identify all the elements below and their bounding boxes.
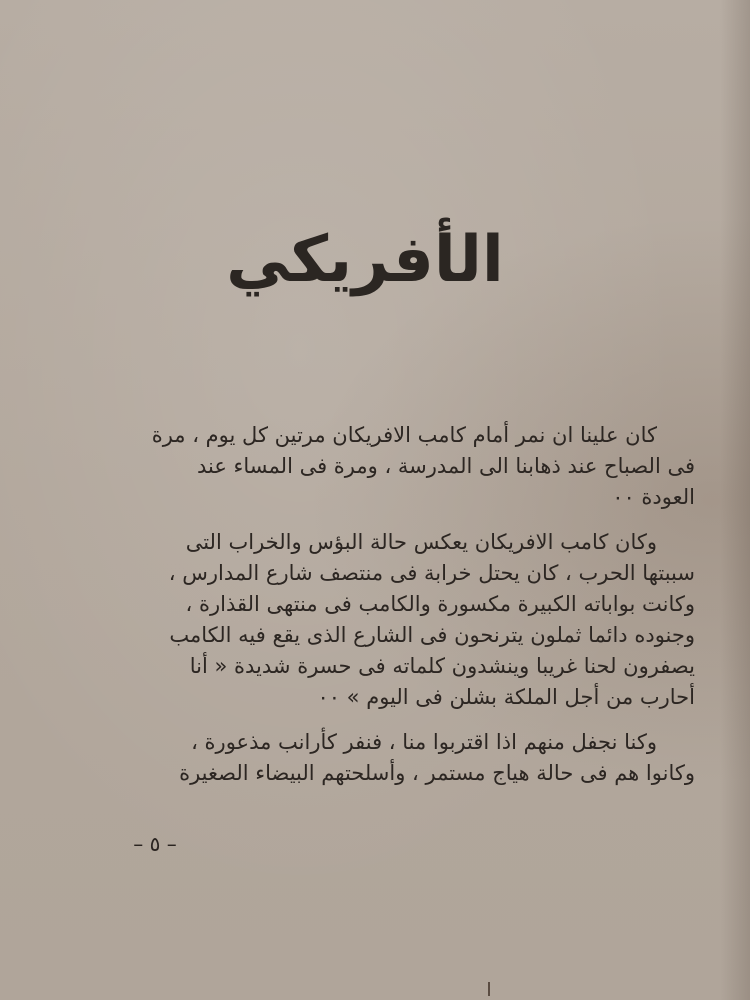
text-line: يصفرون لحنا غريبا وينشدون كلماته فى حسرة شديدة « أنا	[189, 654, 695, 678]
page-shadow-edge	[720, 0, 750, 1000]
text-line: وكانوا هم فى حالة هياج مستمر ، وأسلحتهم البيضاء الصغيرة	[179, 761, 695, 785]
text-line: كان علينا ان نمر أمام كامب الافريكان مرتين كل يوم ، مرة	[151, 423, 657, 447]
paragraph-2	[95, 527, 695, 713]
paragraph-3	[95, 727, 695, 789]
text-line: العودة ٠٠	[612, 485, 695, 509]
text-line: سببتها الحرب ، كان يحتل خرابة فى منتصف شارع المدارس ،	[168, 561, 695, 585]
body-text	[95, 420, 695, 803]
text-line: فى الصباح عند ذهابنا الى المدرسة ، ومرة فى المساء عند	[196, 454, 695, 478]
paper-mark	[488, 982, 490, 996]
chapter-title: الأفريكي	[226, 223, 504, 297]
text-line: وكنا نجفل منهم اذا اقتربوا منا ، فنفر كأرانب مذعورة ،	[191, 730, 657, 754]
text-line: أحارب من أجل الملكة بشلن فى اليوم » ٠٠	[317, 685, 695, 709]
text-line: وكانت بواباته الكبيرة مكسورة والكامب فى منتهى القذارة ،	[185, 592, 695, 616]
text-line: وكان كامب الافريكان يعكس حالة البؤس والخراب التى	[185, 530, 657, 554]
text-line: وجنوده دائما ثملون يترنحون فى الشارع الذى يقع فيه الكامب	[169, 623, 695, 647]
page-number: – ٥ –	[133, 832, 177, 856]
paragraph-1	[95, 420, 695, 513]
